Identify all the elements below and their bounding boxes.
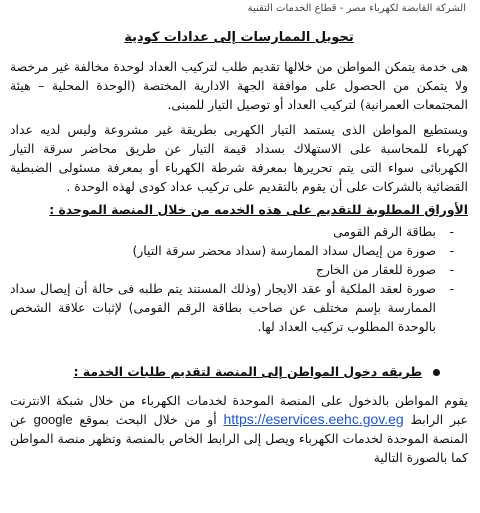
header-org-line: الشركة القابضة لكهرباء مصر - قطاع الخدمات التقنية	[247, 3, 466, 14]
access-heading-text: طريقه دخول المواطن إلى المنصة لتقديم طلبات الخدمة :	[73, 364, 422, 379]
dash-marker: -	[449, 262, 454, 277]
documents-item-text: صورة من إيصال سداد الممارسة (سداد محضر سرقة التيار)	[132, 243, 436, 258]
page-title: تحويل الممارسات إلى عدادات كودية	[124, 30, 354, 45]
documents-item-text: بطاقة الرقم القومى	[333, 224, 436, 239]
documents-list-item	[10, 279, 458, 336]
intro-paragraph: هى خدمة يتمكن المواطن من خلالها تقديم طلب لتركيب العداد لوحدة مخالفة غير مرخصة ولا يتمكن من الحصول على موافقة الجهة الادارية المختصة (الوحدة المحلية – هيئة المجتمعات العمرانية) لتركيب العداد أو توصيل التيار للمبنى.	[10, 59, 468, 112]
eservices-link[interactable]: https://eservices.eehc.gov.eg	[223, 411, 404, 427]
bullet-icon	[433, 369, 440, 376]
dash-marker: -	[449, 224, 454, 239]
dash-marker: -	[449, 281, 454, 296]
documents-list-item	[10, 260, 458, 279]
documents-list-item	[10, 222, 458, 241]
second-paragraph: ويستطيع المواطن الذى يستمد التيار الكهربى بطريقة غير مشروعة وليس لديه عداد كهرباء للمحاسبة على الاستهلاك بسداد قيمة التيار عن طريق محاضر سرقة التيار الكهربائى سواء التى يتم تحريرها بمعرفة شرطة الكهرباء أو بمعرفة مسئولى الضبطية القضائية بالشركات على أن يقوم بالتقديم على تركيب عداد كودى لهذه الوحدة .	[10, 122, 468, 194]
google-text: google	[33, 412, 73, 427]
access-heading	[10, 362, 468, 381]
access-text-after: عن المنصة الموحدة لخدمات الكهرباء ويصل إلى الرابط الخاص بالمنصة وتظهر منصة المواطن كما بالصورة التالية	[10, 412, 468, 465]
documents-heading: الأوراق المطلوبة للتقديم على هذه الخدمه من خلال المنصة الموحدة :	[49, 202, 468, 217]
access-text-mid: أو من خلال البحث بموقع	[79, 412, 217, 427]
access-paragraph	[10, 391, 468, 467]
documents-list	[10, 222, 468, 336]
access-text-before-link: يقوم المواطن بالدخول على المنصة الموحدة لخدمات الكهرباء من خلال شبكة الانترنت عبر الرابط	[10, 393, 468, 427]
documents-item-text: صورة لعقد الملكية أو عقد الايجار (وذلك المستند يتم طلبه فى حالة أن إيصال سداد الممارسة بإسم مختلف عن صاحب بطاقة الرقم القومى) لإثبات علاقة الشخص بالوحدة المطلوب تركيب العداد لها.	[10, 281, 436, 334]
documents-item-text: صورة للعقار من الخارج	[315, 262, 436, 277]
dash-marker: -	[449, 243, 454, 258]
documents-list-item	[10, 241, 458, 260]
